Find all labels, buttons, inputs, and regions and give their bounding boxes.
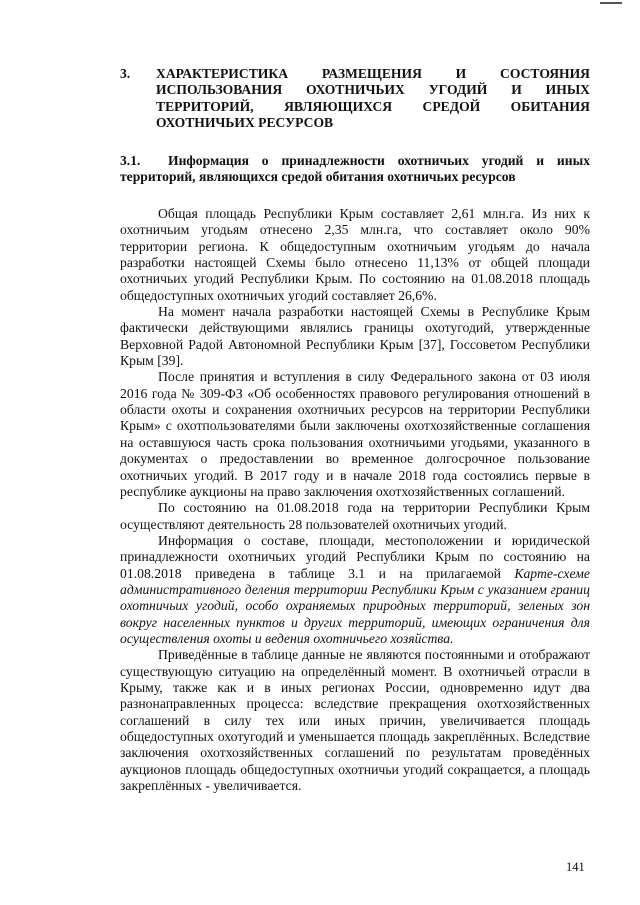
paragraph-6: Приведённые в таблице данные не являются постоянными и отображают существующую ситуацию на определённый момент. В охотничьей отрасли в Крыму, также как и в иных регионах России, одновременно идут два разнонаправленных процесса: вследствие прекращения охотхозяйственных соглашений в силу тех или иных причин, увеличивается площадь общедоступных охотугодий и уменьшается площадь закреплённых. Вследствие заключения охотхозяйственных соглашений по результатам проведённых аукционов площадь общедоступных охотничьи угодий сокращается, а площадь закреплённых - увеличивается. — [120, 647, 590, 794]
page-number: 141 — [566, 860, 585, 874]
paragraph-4: По состоянию на 01.08.2018 года на территории Республики Крым осуществляют деятельность 28 пользователей охотничьих угодий. — [120, 500, 590, 532]
section-heading-line-1 — [120, 153, 590, 169]
scan-artifact — [600, 2, 622, 4]
section-heading — [120, 153, 590, 186]
paragraph-5-text: Информация о составе, площади, местоположении и юридической принадлежности охотничьих угодий Республики Крым по состоянию на 01.08.2018 приведена в таблице 3.1 и на прилагаемой — [120, 532, 590, 581]
chapter-title-line-3: ТЕРРИТОРИЙ, ЯВЛЯЮЩИХСЯ СРЕДОЙ ОБИТАНИЯ — [156, 98, 590, 114]
chapter-title-line-1: ХАРАКТЕРИСТИКА РАЗМЕЩЕНИЯ И СОСТОЯНИЯ — [156, 66, 590, 81]
chapter-number: 3. — [120, 66, 131, 81]
paragraph-1: Общая площадь Республики Крым составляет 2,61 млн.га. Из них к охотничьим угодьям отнесено 2,35 млн.га, что составляет около 90% территории региона. К общедоступным охотничьим угодьям до начала разработки настоящей Схемы было отнесено 11,13% от общей площади охотничьих угодий Республики Крым. По состоянию на 01.08.2018 площадь общедоступных охотничьих угодий составляет 26,6%. — [120, 206, 590, 303]
paragraph-5 — [120, 533, 590, 647]
section-number: 3.1. — [120, 153, 141, 168]
paragraph-3: После принятия и вступления в силу Федерального закона от 03 июля 2016 года № 309-ФЗ «Об особенностях правового регулирования отношений в области охоты и сохранения охотничьих ресурсов на территории Республики Крым» с охотпользователями были заключены охотхозяйственные соглашения на оставшуюся часть срока пользования охотничьими угодьями, указанного в документах о предоставлении во временное долгосрочное пользование охотничьих угодий. В 2017 году и в начале 2018 года состоялись первые в республике аукционы на право заключения охотхозяйственных соглашений. — [120, 369, 590, 499]
section-title-part-1: Информация о принадлежности охотничьих угодий и иных — [168, 153, 590, 168]
map-scheme-reference: Карте-схеме административного деления территории Республики Крым с указанием границ охотничьих угодий, особо охраняемых природных территорий, зеленых зон вокруг населенных пунктов и других территорий, имеющих ограничения для осуществления охоты и ведения охотничьего хозяйства. — [120, 565, 590, 646]
body-text — [120, 206, 590, 794]
chapter-heading — [120, 66, 590, 132]
chapter-title-line-2: ИСПОЛЬЗОВАНИЯ ОХОТНИЧЬИХ УГОДИЙ И ИНЫХ — [156, 82, 590, 98]
section-title-part-2: территорий, являющихся средой обитания охотничьих ресурсов — [120, 169, 516, 185]
chapter-title-line-4: ОХОТНИЧЬИХ РЕСУРСОВ — [156, 115, 334, 131]
paragraph-2: На момент начала разработки настоящей Схемы в Республике Крым фактически действующими являлись границы охотугодий, утвержденные Верховной Радой Автономной Республики Крым [37], Госсоветом Республики Крым [39]. — [120, 304, 590, 369]
